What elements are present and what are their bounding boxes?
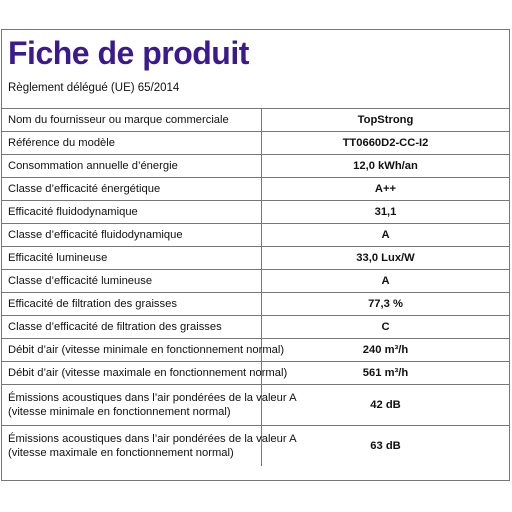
row-label (2, 155, 262, 178)
row-value: 561 m³/h (262, 362, 510, 385)
row-label (2, 247, 262, 270)
row-value: A (262, 270, 510, 293)
row-label-line: (vitesse minimale en fonctionnement normal) (8, 406, 231, 418)
row-label-line: Débit d’air (vitesse maximale en fonctionnement normal) (8, 367, 288, 379)
table-row (2, 293, 509, 316)
row-value: 31,1 (262, 201, 510, 224)
table-row (2, 224, 509, 247)
table-row (2, 109, 509, 132)
row-label (2, 178, 262, 201)
row-label-line: Efficacité fluidodynamique (8, 206, 138, 218)
table-row (2, 316, 509, 339)
row-label (2, 201, 262, 224)
row-label-line: Classe d’efficacité de filtration des graisses (8, 321, 222, 333)
row-value: 77,3 % (262, 293, 510, 316)
row-label-line: Classe d’efficacité énergétique (8, 183, 161, 195)
table-row (2, 426, 509, 467)
row-value: 33,0 Lux/W (262, 247, 510, 270)
row-label-line: Débit d’air (vitesse minimale en fonctionnement normal) (8, 344, 285, 356)
row-label-line: Nom du fournisseur ou marque commerciale (8, 114, 229, 126)
regulation-subtitle: Règlement délégué (UE) 65/2014 (8, 82, 180, 94)
row-label-line: Classe d’efficacité fluidodynamique (8, 229, 183, 241)
table-row (2, 362, 509, 385)
row-label-line: Consommation annuelle d’énergie (8, 160, 178, 172)
row-label-line: Classe d’efficacité lumineuse (8, 275, 153, 287)
row-value: 42 dB (262, 385, 510, 426)
row-label-line: Référence du modèle (8, 137, 115, 149)
row-label-line: Émissions acoustiques dans l’air pondérées de la valeur A (8, 392, 297, 404)
table-row (2, 270, 509, 293)
table-row (2, 339, 509, 362)
row-value: A (262, 224, 510, 247)
row-value: 63 dB (262, 426, 510, 467)
row-label (2, 109, 262, 132)
row-label-line: Émissions acoustiques dans l’air pondérées de la valeur A (8, 433, 297, 445)
row-value: TopStrong (357, 114, 414, 126)
table-row (2, 385, 509, 426)
row-value: 240 m³/h (262, 339, 510, 362)
row-label (2, 270, 262, 293)
product-info-table (2, 109, 509, 466)
row-value: TT0660D2-CC-I2 (262, 132, 510, 155)
row-label-line: (vitesse maximale en fonctionnement normal) (8, 447, 234, 459)
row-label (2, 316, 262, 339)
row-label (2, 293, 262, 316)
row-value: 12,0 kWh/an (262, 155, 510, 178)
row-label-line: Efficacité de filtration des graisses (8, 298, 177, 310)
sheet-header (2, 30, 509, 109)
row-label (2, 426, 297, 467)
table-row (2, 247, 509, 270)
row-label (2, 362, 288, 385)
table-row (2, 155, 509, 178)
row-label (2, 339, 285, 362)
row-value: A++ (262, 178, 510, 201)
row-label (2, 224, 262, 247)
table-row (2, 201, 509, 224)
product-sheet (1, 29, 510, 481)
table-row (2, 132, 509, 155)
table-row (2, 178, 509, 201)
row-label-line: Efficacité lumineuse (8, 252, 108, 264)
row-label (2, 385, 297, 426)
row-value: C (262, 316, 510, 339)
page-title: Fiche de produit (8, 35, 249, 71)
row-label (2, 132, 262, 155)
